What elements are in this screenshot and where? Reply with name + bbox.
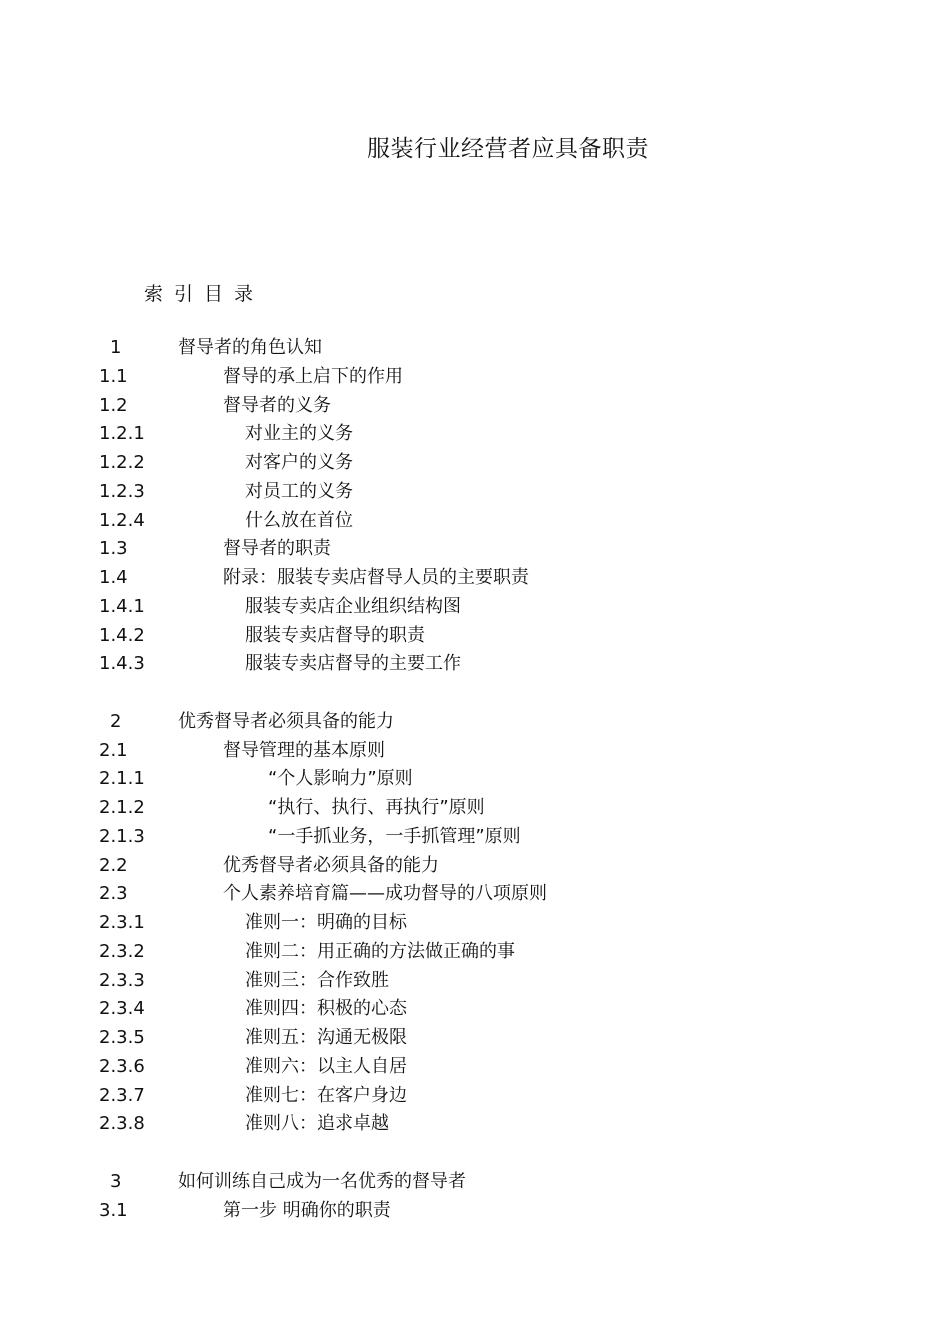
section-spacer: [0, 1139, 950, 1168]
toc-entry-title: 准则四：积极的心态: [245, 998, 407, 1020]
toc-entry: [0, 1053, 950, 1082]
toc-entry-title: 附录：服装专卖店督导人员的主要职责: [223, 567, 529, 588]
toc-entry: [0, 1024, 950, 1053]
toc-entry-number: 1.4.3: [99, 653, 145, 675]
toc-entry-number: 1.2.3: [99, 480, 145, 502]
toc-entry: [0, 852, 950, 881]
toc-entry-title: 督导者的角色认知: [178, 337, 322, 358]
toc-entry-title: 第一步 明确你的职责: [223, 1199, 391, 1221]
toc-entry-title: 服装专卖店督导的主要工作: [245, 653, 461, 675]
toc-entry: [0, 1082, 950, 1111]
toc-entry-title: 优秀督导者必须具备的能力: [223, 854, 439, 876]
toc-entry-title: 督导的承上启下的作用: [223, 365, 403, 387]
toc-entry: [0, 564, 950, 593]
toc-entry-title: 准则一：明确的目标: [245, 912, 407, 934]
toc-entry-title: 准则七：在客户身边: [245, 1084, 407, 1106]
toc-entry-number: 1.2: [99, 394, 128, 416]
index-heading: 索引目录: [144, 283, 265, 305]
toc-entry-title: 个人素养培育篇——成功督导的八项原则: [223, 883, 547, 905]
toc-entry: [0, 880, 950, 909]
toc-entry: [0, 593, 950, 622]
toc-entry: [0, 507, 950, 536]
toc-entry-number: 2.3.5: [99, 1027, 145, 1049]
toc-entry-number: 2: [110, 710, 122, 732]
toc-entry-number: 2.3.8: [99, 1113, 145, 1135]
toc-entry: [0, 622, 950, 651]
document-title: 服装行业经营者应具备职责: [367, 136, 649, 162]
toc-entry-number: 2.3.1: [99, 912, 145, 934]
toc-entry: [0, 420, 950, 449]
toc-entry-title: 什么放在首位: [245, 509, 353, 531]
toc-entry: [0, 737, 950, 766]
toc-entry-number: 1.1: [99, 365, 128, 387]
toc-entry: [0, 1197, 950, 1226]
toc-entry-number: 1: [110, 337, 122, 358]
toc-entry: [0, 967, 950, 996]
toc-entry-title: 督导者的义务: [223, 394, 331, 416]
toc-entry-title: 对员工的义务: [245, 480, 353, 502]
toc-entry: [0, 1168, 950, 1197]
toc-entry-title: 服装专卖店企业组织结构图: [245, 595, 461, 617]
toc-entry-number: 2.3.4: [99, 998, 145, 1020]
toc-entry: [0, 449, 950, 478]
toc-entry: [0, 363, 950, 392]
section-spacer: [0, 679, 950, 708]
toc-entry-title: “一手抓业务，一手抓管理”原则: [268, 825, 521, 847]
toc-entry-title: 准则六：以主人自居: [245, 1055, 407, 1077]
toc-entry-title: “执行、执行、再执行”原则: [268, 797, 485, 819]
toc-entry: [0, 392, 950, 421]
toc-entry: [0, 794, 950, 823]
toc-entry-number: 2.3: [99, 883, 128, 905]
toc-entry-number: 1.3: [99, 538, 128, 560]
toc-entry-number: 1.2.4: [99, 509, 145, 531]
toc-entry-number: 2.3.7: [99, 1084, 145, 1106]
toc-entry: [0, 650, 950, 679]
toc-entry-number: 2.3.3: [99, 969, 145, 991]
toc-entry: [0, 823, 950, 852]
toc-entry-title: 准则五：沟通无极限: [245, 1027, 407, 1049]
toc-entry-number: 2.3.6: [99, 1055, 145, 1077]
toc-entry: [0, 708, 950, 737]
toc-entry: [0, 995, 950, 1024]
toc-entry-number: 3: [110, 1170, 122, 1192]
toc-entry-title: 准则二：用正确的方法做正确的事: [245, 940, 515, 962]
toc-entry-title: 对客户的义务: [245, 452, 353, 473]
toc-entry-number: 2.3.2: [99, 940, 145, 962]
toc-entry-title: 服装专卖店督导的职责: [245, 624, 425, 646]
toc-entry-number: 3.1: [99, 1199, 128, 1221]
toc-entry-number: 1.4: [99, 567, 128, 588]
toc-entry: [0, 909, 950, 938]
toc-entry: [0, 765, 950, 794]
toc-entry-title: 优秀督导者必须具备的能力: [178, 710, 394, 732]
toc-entry: [0, 1110, 950, 1139]
toc-entry: [0, 535, 950, 564]
toc-entry: [0, 478, 950, 507]
toc-entry: [0, 938, 950, 967]
toc-entry-number: 2.1.3: [99, 825, 145, 847]
toc-entry-title: 对业主的义务: [245, 423, 353, 445]
toc-entry: [0, 334, 950, 363]
toc-entry-number: 1.2.1: [99, 423, 145, 445]
toc-entry-number: 2.1: [99, 739, 128, 761]
toc-entry-title: 准则三：合作致胜: [245, 969, 389, 991]
toc-entry-number: 2.1.1: [99, 768, 145, 790]
toc-entry-number: 2.2: [99, 854, 128, 876]
toc-entry-title: “个人影响力”原则: [268, 768, 413, 790]
toc-entry-title: 如何训练自己成为一名优秀的督导者: [178, 1170, 466, 1192]
toc-entry-number: 1.4.1: [99, 595, 145, 617]
toc-entry-number: 2.1.2: [99, 797, 145, 819]
toc-entry-number: 1.2.2: [99, 452, 145, 473]
toc-entry-title: 准则八：追求卓越: [245, 1113, 389, 1135]
toc-entry-title: 督导管理的基本原则: [223, 739, 385, 761]
table-of-contents: [0, 334, 950, 1225]
toc-entry-number: 1.4.2: [99, 624, 145, 646]
toc-entry-title: 督导者的职责: [223, 538, 331, 560]
